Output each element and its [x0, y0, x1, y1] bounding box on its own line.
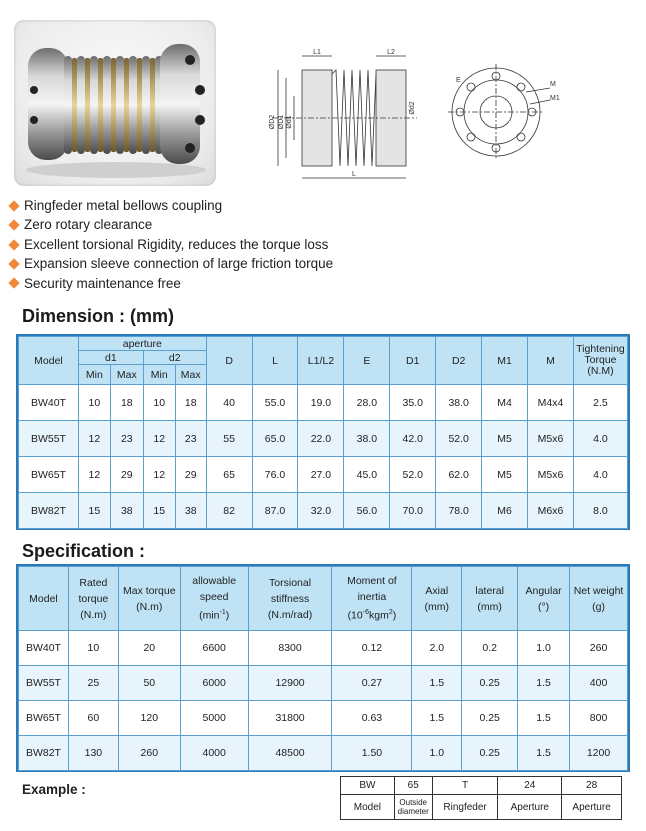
specification-table-body — [19, 631, 628, 771]
table-cell: 70.0 — [390, 493, 436, 529]
table-cell: 38 — [175, 493, 206, 529]
table-cell: 65.0 — [252, 421, 298, 457]
label-L1: L1 — [313, 49, 321, 56]
table-cell: 25 — [68, 666, 118, 701]
table-cell: M6x6 — [528, 493, 574, 529]
col-header-torque: Tightening Torque (N.M) — [573, 337, 627, 385]
header-line: allowable — [192, 575, 237, 588]
table-cell: 4.0 — [573, 421, 627, 457]
table-cell: 29 — [110, 457, 143, 493]
table-cell: 1.0 — [412, 736, 462, 771]
table-cell: 28.0 — [344, 385, 390, 421]
table-cell: M5 — [482, 421, 528, 457]
example-code: T — [432, 777, 498, 795]
model-cell: BW82T — [19, 736, 69, 771]
example-label: Example : — [22, 782, 86, 797]
header-line: (N.m) — [136, 600, 163, 613]
table-cell: 1.5 — [412, 666, 462, 701]
diamond-bullet-icon — [8, 258, 19, 269]
table-cell: 1.0 — [518, 631, 570, 666]
table-cell: 55 — [206, 421, 252, 457]
product-photo — [14, 20, 216, 186]
table-cell: 8300 — [248, 631, 332, 666]
dimension-title: Dimension : (mm) — [22, 306, 175, 326]
label-d1: Ød1 — [286, 115, 293, 129]
feature-item — [8, 254, 333, 273]
col-header-aperture: aperture — [78, 337, 206, 351]
label-d2: Ød2 — [409, 101, 416, 115]
table-cell: 130 — [68, 736, 118, 771]
table-cell: 0.12 — [332, 631, 412, 666]
table-cell: 22.0 — [298, 421, 344, 457]
table-row — [19, 493, 628, 529]
label-E: E — [456, 77, 461, 84]
example-meaning: Ringfeder — [432, 795, 498, 820]
table-cell: 38.0 — [344, 421, 390, 457]
example-meaning-line: Outside — [399, 798, 427, 808]
header-line: (mm) — [477, 600, 502, 613]
feature-text: Expansion sleeve connection of large friction torque — [24, 256, 334, 272]
col-header-model: Model — [19, 567, 69, 631]
table-cell: 29 — [175, 457, 206, 493]
table-cell: 12 — [143, 457, 175, 493]
example-code: BW — [341, 777, 395, 795]
header-line: Net weight — [573, 584, 624, 597]
col-header-model: Model — [19, 337, 79, 385]
header-line: Max torque — [123, 584, 176, 597]
table-cell: 0.25 — [462, 736, 518, 771]
diamond-bullet-icon — [8, 278, 19, 289]
header-line: (N.m) — [80, 608, 107, 621]
col-header-d2: d2 — [143, 351, 206, 365]
header-line: stiffness — [270, 592, 310, 605]
table-cell: 1200 — [570, 736, 628, 771]
header-line: Rated — [79, 576, 108, 589]
table-cell: M6 — [482, 493, 528, 529]
feature-text: Zero rotary clearance — [24, 217, 153, 233]
header-line: (°) — [537, 600, 550, 613]
col-header-D1: D1 — [390, 337, 436, 385]
table-cell: M4 — [482, 385, 528, 421]
table-cell: 0.27 — [332, 666, 412, 701]
col-header-angular — [518, 567, 570, 631]
dimension-table-body — [19, 385, 628, 529]
model-cell: BW65T — [19, 701, 69, 736]
col-header-d1: d1 — [78, 351, 143, 365]
header-line: lateral — [475, 584, 504, 597]
example-code: 24 — [498, 777, 562, 795]
table-cell: 32.0 — [298, 493, 344, 529]
table-cell: 120 — [118, 701, 180, 736]
diamond-bullet-icon — [8, 239, 19, 250]
table-cell: 38.0 — [436, 385, 482, 421]
side-view-drawing — [262, 48, 422, 188]
header-line: (N.m/rad) — [267, 608, 313, 621]
header-sup: 2 — [388, 609, 393, 617]
model-cell: BW40T — [19, 631, 69, 666]
header-line: kgm — [368, 609, 389, 622]
table-cell: 45.0 — [344, 457, 390, 493]
table-cell: 1.5 — [412, 701, 462, 736]
feature-text: Excellent torsional Rigidity, reduces the torque loss — [24, 236, 329, 252]
col-header-D: D — [206, 337, 252, 385]
table-row — [19, 631, 628, 666]
table-cell: 5000 — [180, 701, 248, 736]
model-cell: BW65T — [19, 457, 79, 493]
col-header-d2-max: Max — [175, 365, 206, 385]
col-header-d2-min: Min — [143, 365, 175, 385]
table-cell: 52.0 — [436, 421, 482, 457]
table-cell: 78.0 — [436, 493, 482, 529]
header-line: ) — [392, 609, 397, 622]
header-line: (g) — [592, 600, 605, 613]
front-view-drawing — [446, 62, 576, 162]
dimension-table — [18, 336, 628, 529]
table-cell: 10 — [68, 631, 118, 666]
table-cell: 76.0 — [252, 457, 298, 493]
table-cell: 48500 — [248, 736, 332, 771]
table-cell: 82 — [206, 493, 252, 529]
col-header-d1-min: Min — [78, 365, 110, 385]
table-cell: 50 — [118, 666, 180, 701]
table-cell: 4.0 — [573, 457, 627, 493]
table-cell: 4000 — [180, 736, 248, 771]
table-cell: 2.0 — [412, 631, 462, 666]
feature-text: Ringfeder metal bellows coupling — [24, 198, 223, 213]
model-cell: BW55T — [19, 666, 69, 701]
table-row — [19, 457, 628, 493]
col-header-max-torque — [118, 567, 180, 631]
table-cell: 260 — [570, 631, 628, 666]
table-cell: 55.0 — [252, 385, 298, 421]
header-line: (min — [199, 609, 220, 622]
table-cell: M5x6 — [528, 421, 574, 457]
col-header-lateral — [462, 567, 518, 631]
table-cell: 1.5 — [518, 701, 570, 736]
example-meaning — [394, 795, 432, 820]
col-header-rated-torque — [68, 567, 118, 631]
header-line: (10 — [347, 609, 363, 622]
feature-item — [8, 215, 333, 234]
table-row — [19, 385, 628, 421]
diamond-bullet-icon — [8, 219, 19, 230]
table-cell: 0.25 — [462, 666, 518, 701]
table-cell: 56.0 — [344, 493, 390, 529]
table-cell: 40 — [206, 385, 252, 421]
label-D1: ØD1 — [278, 114, 285, 130]
example-meaning: Aperture — [498, 795, 562, 820]
table-cell: 15 — [78, 493, 110, 529]
header-line: (mm) — [424, 600, 450, 613]
table-cell: 10 — [78, 385, 110, 421]
col-header-speed — [180, 567, 248, 631]
table-cell: 18 — [175, 385, 206, 421]
header-line: ) — [225, 609, 230, 622]
table-cell: 6000 — [180, 666, 248, 701]
specification-table — [18, 566, 628, 771]
col-header-stiffness — [248, 567, 332, 631]
header-line: speed — [199, 591, 229, 604]
header-line: Angular — [525, 584, 562, 597]
header-line: Torsional — [269, 576, 312, 589]
table-cell: 15 — [143, 493, 175, 529]
col-header-L1L2: L1/L2 — [298, 337, 344, 385]
table-row — [19, 701, 628, 736]
table-cell: 400 — [570, 666, 628, 701]
col-header-E: E — [344, 337, 390, 385]
table-cell: 65 — [206, 457, 252, 493]
label-L: L — [352, 171, 356, 178]
table-cell: 1.50 — [332, 736, 412, 771]
feature-item — [8, 196, 333, 215]
table-cell: 12 — [78, 457, 110, 493]
table-cell: 19.0 — [298, 385, 344, 421]
table-cell: 27.0 — [298, 457, 344, 493]
feature-list — [8, 196, 333, 293]
col-header-D2: D2 — [436, 337, 482, 385]
header-line: Moment of — [347, 575, 397, 588]
table-row — [19, 666, 628, 701]
header-line: inertia — [357, 591, 387, 604]
table-cell: 18 — [110, 385, 143, 421]
table-cell: 2.5 — [573, 385, 627, 421]
specification-table-frame — [16, 564, 630, 772]
table-cell: 23 — [175, 421, 206, 457]
dimension-table-frame — [16, 334, 630, 530]
table-cell: 0.25 — [462, 701, 518, 736]
label-D2: ØD2 — [269, 114, 276, 130]
header-line: torque — [78, 592, 109, 605]
table-row — [19, 736, 628, 771]
feature-item — [8, 235, 333, 254]
table-cell: M4x4 — [528, 385, 574, 421]
col-header-L: L — [252, 337, 298, 385]
table-row — [19, 421, 628, 457]
header-sup: -6 — [362, 609, 369, 617]
table-cell: M5 — [482, 457, 528, 493]
table-cell: 260 — [118, 736, 180, 771]
example-meaning: Aperture — [562, 795, 622, 820]
example-table — [340, 776, 622, 820]
table-cell: 800 — [570, 701, 628, 736]
table-cell: 20 — [118, 631, 180, 666]
label-M1: M1 — [550, 95, 560, 102]
col-header-M1: M1 — [482, 337, 528, 385]
table-cell: 42.0 — [390, 421, 436, 457]
table-cell: 12 — [78, 421, 110, 457]
table-cell: 60 — [68, 701, 118, 736]
table-cell: 0.2 — [462, 631, 518, 666]
table-cell: 35.0 — [390, 385, 436, 421]
model-cell: BW55T — [19, 421, 79, 457]
col-header-inertia — [332, 567, 412, 631]
table-cell: 8.0 — [573, 493, 627, 529]
table-cell: 6600 — [180, 631, 248, 666]
feature-text: Security maintenance free — [24, 275, 181, 291]
label-M: M — [550, 81, 556, 88]
example-code: 28 — [562, 777, 622, 795]
table-cell: 23 — [110, 421, 143, 457]
example-meaning: Model — [341, 795, 395, 820]
example-meaning-line: diameter — [397, 807, 429, 817]
diamond-bullet-icon — [8, 200, 19, 211]
table-cell: 10 — [143, 385, 175, 421]
specification-title: Specification : — [22, 541, 146, 561]
bellows-coupling-image — [14, 20, 216, 186]
table-cell: 0.63 — [332, 701, 412, 736]
table-cell: 62.0 — [436, 457, 482, 493]
table-cell: 38 — [110, 493, 143, 529]
label-L2: L2 — [387, 49, 395, 56]
example-code: 65 — [394, 777, 432, 795]
table-cell: 12 — [143, 421, 175, 457]
table-cell: 12900 — [248, 666, 332, 701]
table-cell: 87.0 — [252, 493, 298, 529]
col-header-axial — [412, 567, 462, 631]
col-header-weight — [570, 567, 628, 631]
table-cell: 1.5 — [518, 736, 570, 771]
model-cell: BW40T — [19, 385, 79, 421]
header-line: Axial — [425, 584, 449, 597]
col-header-d1-max: Max — [110, 365, 143, 385]
feature-item — [8, 274, 333, 293]
table-cell: M5x6 — [528, 457, 574, 493]
table-cell: 1.5 — [518, 666, 570, 701]
col-header-M: M — [528, 337, 574, 385]
header-sup: -1 — [219, 609, 226, 617]
table-cell: 31800 — [248, 701, 332, 736]
model-cell: BW82T — [19, 493, 79, 529]
table-cell: 52.0 — [390, 457, 436, 493]
